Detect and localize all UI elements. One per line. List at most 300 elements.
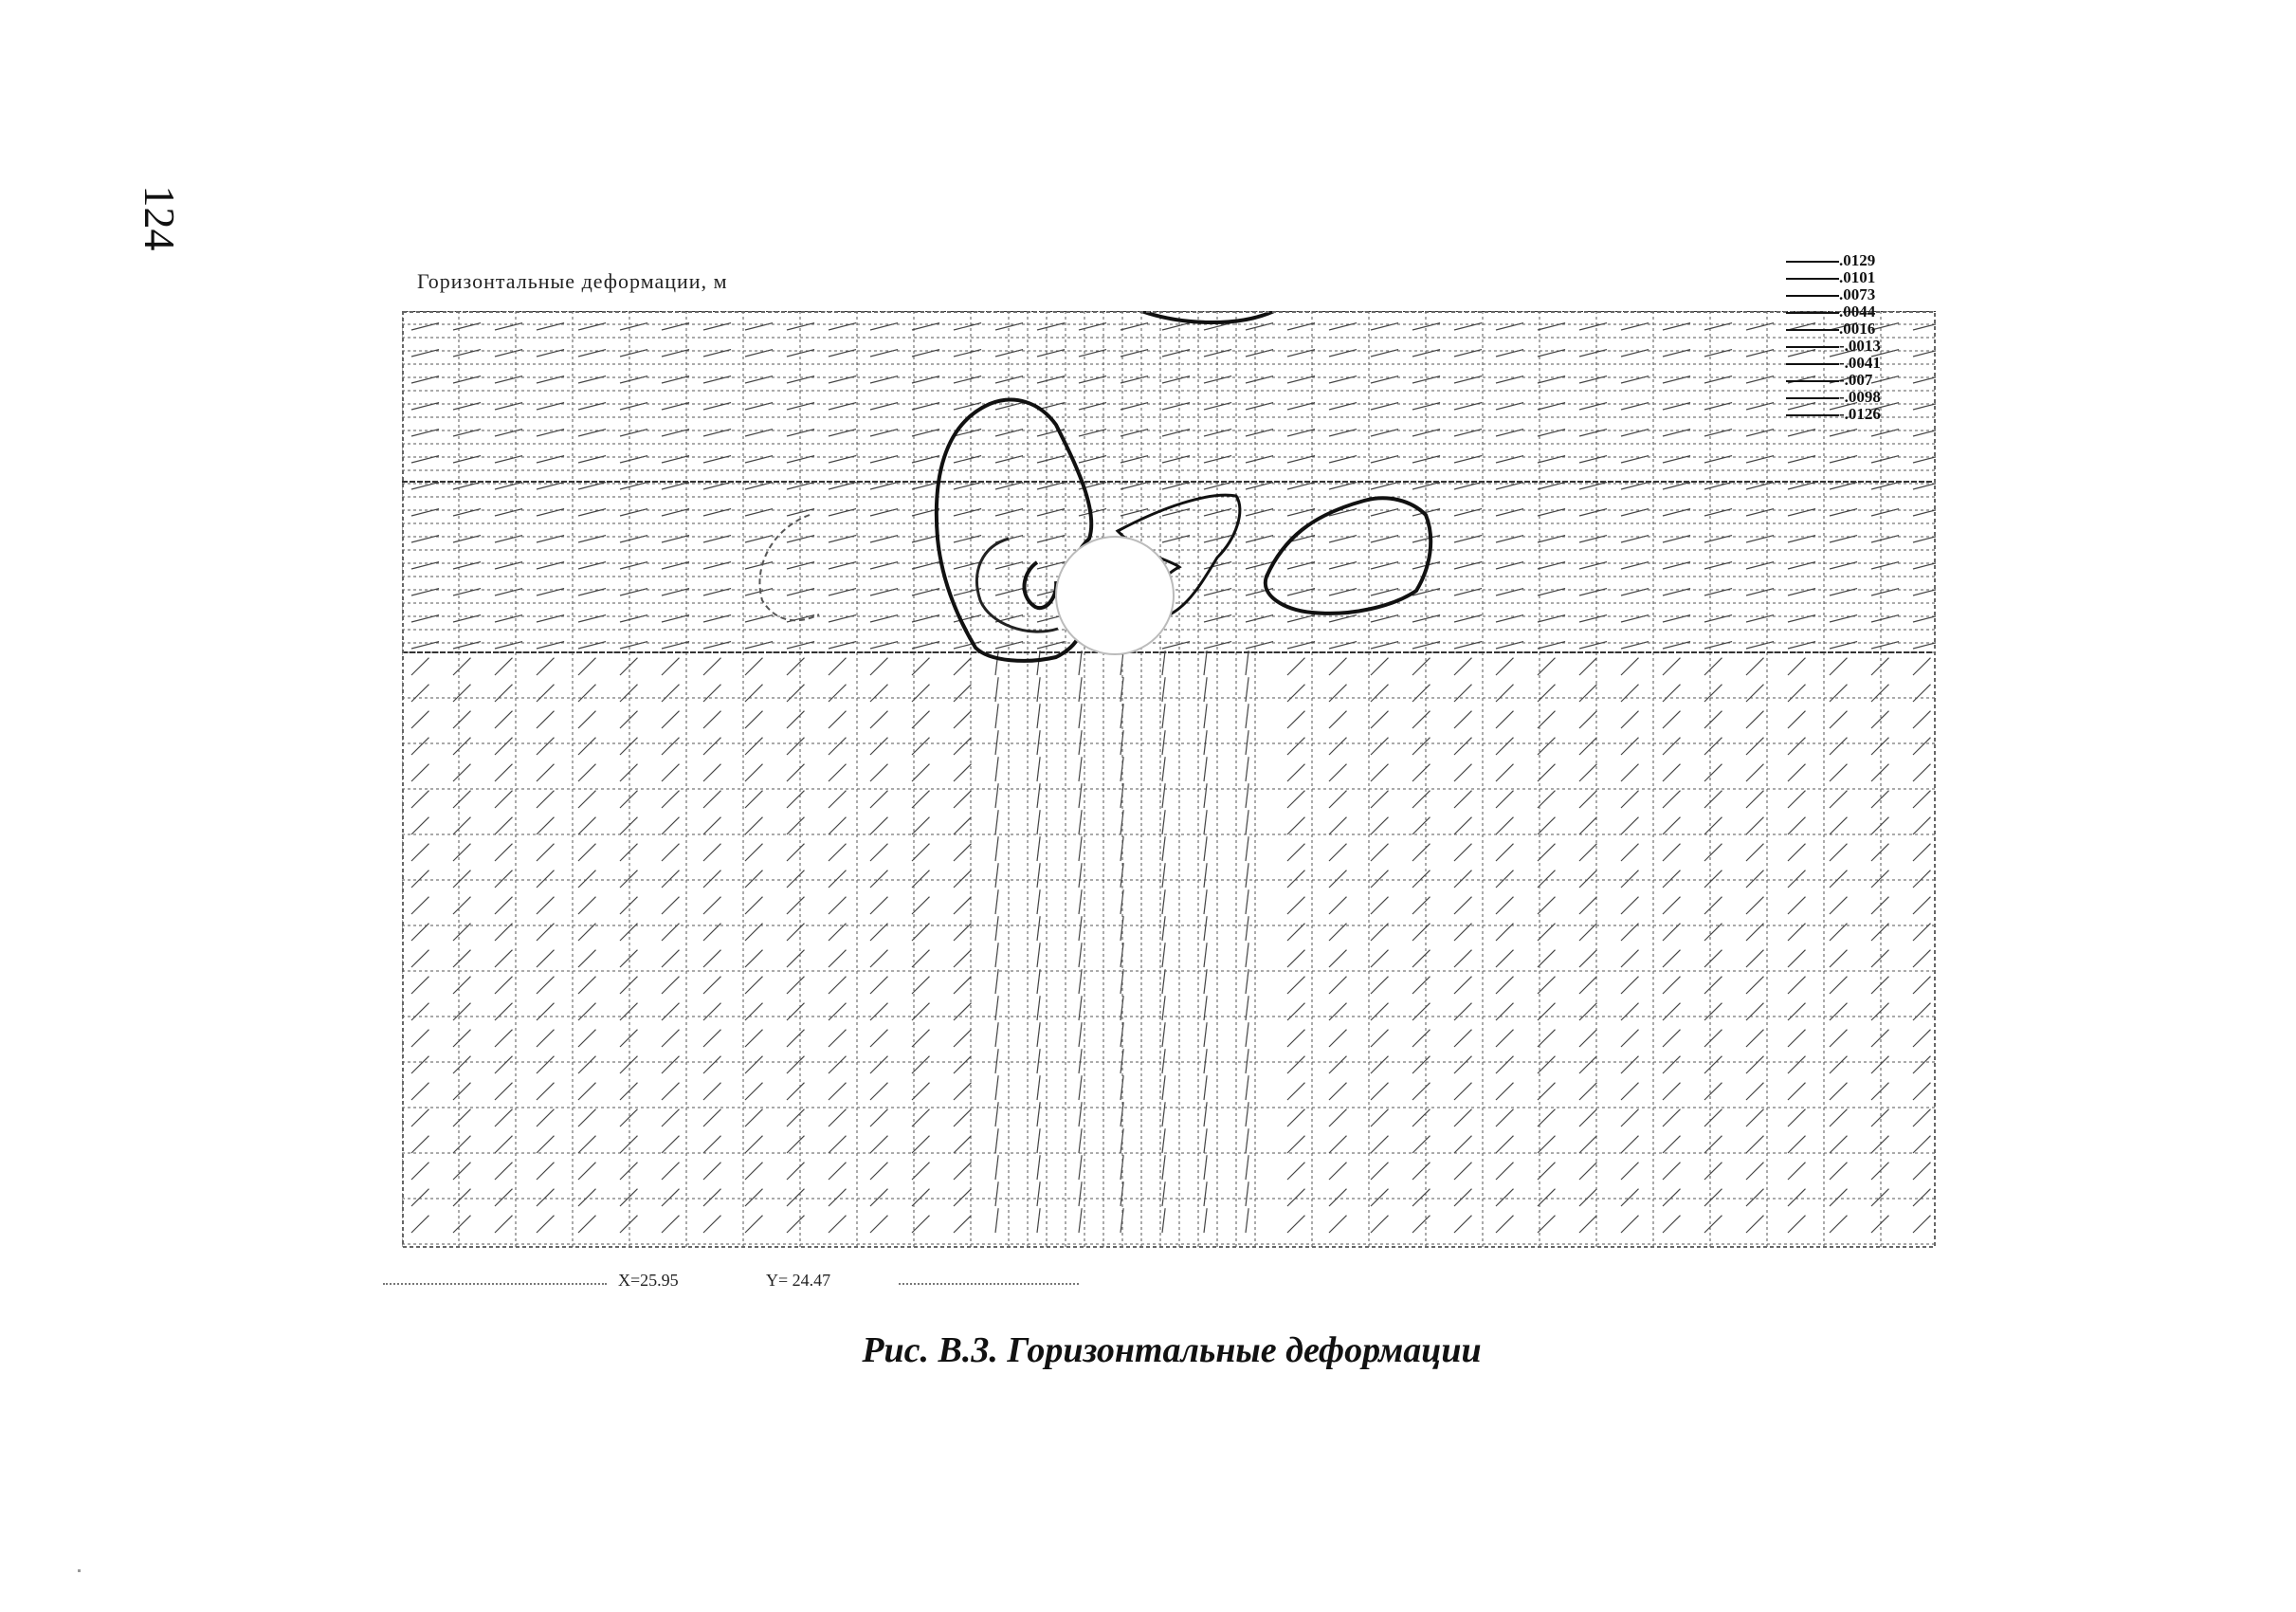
vector-arrow bbox=[1871, 1109, 1888, 1127]
vector-arrow bbox=[1079, 1128, 1082, 1153]
vector-arrow bbox=[1246, 1182, 1248, 1206]
x-coordinate: X=25.95 bbox=[618, 1271, 679, 1290]
vector-arrow bbox=[1913, 1056, 1930, 1073]
vector-arrow bbox=[620, 924, 637, 941]
vector-arrow bbox=[1037, 889, 1040, 914]
vector-arrow bbox=[1037, 836, 1040, 861]
vector-arrow bbox=[1704, 1109, 1722, 1127]
vector-arrow bbox=[1704, 738, 1722, 755]
vector-arrow bbox=[453, 950, 470, 967]
vector-arrow bbox=[1496, 658, 1513, 675]
vector-arrow bbox=[995, 969, 998, 994]
legend-swatch bbox=[1786, 261, 1839, 263]
vector-arrow bbox=[662, 1189, 679, 1206]
vector-arrow bbox=[411, 738, 428, 755]
vector-arrow bbox=[1287, 1030, 1304, 1047]
vector-arrow bbox=[1287, 658, 1304, 675]
vector-arrow bbox=[1037, 943, 1040, 967]
vector-arrow bbox=[1913, 977, 1930, 994]
vector-arrow bbox=[1496, 685, 1513, 702]
vector-arrow bbox=[1454, 685, 1471, 702]
vector-arrow bbox=[870, 791, 887, 808]
vector-arrow bbox=[662, 950, 679, 967]
vector-arrow bbox=[1830, 1030, 1847, 1047]
vector-arrow bbox=[453, 1136, 470, 1153]
vector-arrow bbox=[662, 738, 679, 755]
vector-arrow bbox=[620, 1216, 637, 1233]
vector-arrow bbox=[912, 1056, 929, 1073]
vector-arrow bbox=[1037, 1128, 1040, 1153]
vector-arrow bbox=[453, 764, 470, 781]
vector-arrow bbox=[578, 897, 595, 914]
vector-arrow bbox=[495, 924, 512, 941]
contour-legend bbox=[1786, 252, 1909, 461]
vector-arrow bbox=[1246, 650, 1248, 675]
vector-arrow bbox=[1079, 783, 1082, 808]
vector-arrow bbox=[1287, 764, 1304, 781]
vector-arrow bbox=[1913, 791, 1930, 808]
legend-item bbox=[1786, 372, 1909, 387]
vector-arrow bbox=[453, 791, 470, 808]
vector-arrow bbox=[1412, 870, 1430, 888]
vector-arrow bbox=[829, 1083, 846, 1100]
opening-circle bbox=[1056, 537, 1174, 654]
vector-arrow bbox=[1496, 764, 1513, 781]
vector-arrow bbox=[1162, 1022, 1165, 1047]
vector-arrow bbox=[1079, 730, 1082, 755]
vector-arrow bbox=[870, 738, 887, 755]
vector-arrow bbox=[495, 711, 512, 728]
vector-arrow bbox=[1579, 1030, 1596, 1047]
page-number: 124 bbox=[136, 185, 184, 251]
vector-arrow bbox=[1913, 1003, 1930, 1020]
vector-arrow bbox=[662, 1163, 679, 1180]
vector-arrow bbox=[537, 1083, 554, 1100]
vector-arrow bbox=[1412, 791, 1430, 808]
vector-arrow bbox=[1496, 1083, 1513, 1100]
vector-arrow bbox=[1079, 1102, 1082, 1127]
vector-arrow bbox=[411, 977, 428, 994]
vector-arrow bbox=[1412, 1109, 1430, 1127]
vector-arrow bbox=[1037, 863, 1040, 888]
vector-arrow bbox=[620, 1163, 637, 1180]
vector-arrow bbox=[495, 870, 512, 888]
vector-arrow bbox=[995, 730, 998, 755]
vector-arrow bbox=[578, 1216, 595, 1233]
vector-arrow bbox=[620, 1109, 637, 1127]
vector-arrow bbox=[1371, 844, 1388, 861]
vector-arrow bbox=[787, 685, 804, 702]
vector-arrow bbox=[453, 1189, 470, 1206]
vector-arrow bbox=[1412, 685, 1430, 702]
vector-arrow bbox=[703, 870, 720, 888]
vector-arrow bbox=[703, 844, 720, 861]
vector-arrow bbox=[829, 844, 846, 861]
vector-arrow bbox=[1246, 943, 1248, 967]
vector-arrow bbox=[1830, 685, 1847, 702]
vector-arrow bbox=[703, 791, 720, 808]
vector-arrow bbox=[912, 1216, 929, 1233]
vector-arrow bbox=[578, 1003, 595, 1020]
vector-arrow bbox=[1621, 1216, 1638, 1233]
vector-arrow bbox=[662, 685, 679, 702]
vector-arrow bbox=[411, 950, 428, 967]
vector-arrow bbox=[1329, 1083, 1346, 1100]
vector-arrow bbox=[1871, 738, 1888, 755]
vector-arrow bbox=[703, 817, 720, 834]
vector-arrow bbox=[1371, 950, 1388, 967]
vector-arrow bbox=[537, 711, 554, 728]
vector-arrow bbox=[1412, 844, 1430, 861]
vector-arrow bbox=[954, 977, 971, 994]
vector-arrow bbox=[1329, 1189, 1346, 1206]
vector-arrow bbox=[1830, 1083, 1847, 1100]
vector-arrow bbox=[1746, 844, 1763, 861]
vector-arrow bbox=[1788, 1163, 1805, 1180]
vector-arrow bbox=[1496, 1030, 1513, 1047]
scan-speck bbox=[78, 1569, 81, 1572]
vector-arrow bbox=[411, 1030, 428, 1047]
vector-arrow bbox=[1746, 977, 1763, 994]
vector-arrow bbox=[1746, 738, 1763, 755]
vector-arrow bbox=[1788, 817, 1805, 834]
vector-arrow bbox=[954, 897, 971, 914]
vector-arrow bbox=[1913, 870, 1930, 888]
vector-arrow bbox=[1830, 897, 1847, 914]
vector-arrow bbox=[703, 711, 720, 728]
vector-arrow bbox=[453, 685, 470, 702]
vector-arrow bbox=[1162, 1155, 1165, 1180]
vector-arrow bbox=[1246, 836, 1248, 861]
vector-arrow bbox=[912, 870, 929, 888]
vector-arrow bbox=[703, 1136, 720, 1153]
vector-arrow bbox=[1579, 711, 1596, 728]
legend-item bbox=[1786, 252, 1909, 267]
vector-arrow bbox=[870, 897, 887, 914]
vector-arrow bbox=[870, 658, 887, 675]
vector-arrow bbox=[1037, 1155, 1040, 1180]
vector-arrow bbox=[1830, 870, 1847, 888]
vector-arrow bbox=[662, 711, 679, 728]
deformation-plot[interactable] bbox=[402, 311, 1936, 1248]
vector-arrow bbox=[537, 1136, 554, 1153]
vector-arrow bbox=[1496, 1003, 1513, 1020]
vector-arrow bbox=[1704, 1136, 1722, 1153]
vector-arrow bbox=[1788, 1003, 1805, 1020]
vector-arrow bbox=[1871, 1216, 1888, 1233]
vector-arrow bbox=[829, 1136, 846, 1153]
vector-arrow bbox=[1704, 844, 1722, 861]
legend-item bbox=[1786, 389, 1909, 404]
vector-arrow bbox=[1329, 685, 1346, 702]
vector-arrow bbox=[1871, 897, 1888, 914]
vector-arrow bbox=[1204, 836, 1207, 861]
vector-arrow bbox=[1162, 863, 1165, 888]
vector-arrow bbox=[662, 1083, 679, 1100]
vector-arrow bbox=[745, 1003, 762, 1020]
vector-arrow bbox=[1788, 1083, 1805, 1100]
vector-arrow bbox=[954, 950, 971, 967]
vector-arrow bbox=[1621, 817, 1638, 834]
legend-swatch bbox=[1786, 363, 1839, 365]
vector-arrow bbox=[703, 1056, 720, 1073]
vector-arrow bbox=[537, 1216, 554, 1233]
vector-arrow bbox=[745, 1056, 762, 1073]
vector-arrow bbox=[662, 870, 679, 888]
vector-arrow bbox=[1371, 764, 1388, 781]
vector-arrow bbox=[1371, 791, 1388, 808]
vector-arrow bbox=[1830, 1163, 1847, 1180]
vector-arrow bbox=[1913, 1030, 1930, 1047]
vector-arrow bbox=[1788, 870, 1805, 888]
vector-arrow bbox=[912, 1163, 929, 1180]
vector-arrow bbox=[829, 1189, 846, 1206]
vector-arrow bbox=[1454, 1216, 1471, 1233]
vector-arrow bbox=[1246, 996, 1248, 1020]
vector-arrow bbox=[1746, 1003, 1763, 1020]
vector-arrow bbox=[662, 1216, 679, 1233]
vector-arrow bbox=[1704, 977, 1722, 994]
vector-arrow bbox=[453, 1030, 470, 1047]
vector-arrow bbox=[1329, 764, 1346, 781]
vector-arrow bbox=[578, 685, 595, 702]
vector-arrow bbox=[537, 658, 554, 675]
vector-arrow bbox=[537, 977, 554, 994]
vector-arrow bbox=[995, 677, 998, 702]
vector-arrow bbox=[1371, 897, 1388, 914]
vector-arrow bbox=[1788, 1136, 1805, 1153]
vector-arrow bbox=[1454, 817, 1471, 834]
vector-arrow bbox=[1079, 810, 1082, 834]
vector-arrow bbox=[1788, 764, 1805, 781]
vector-arrow bbox=[1204, 916, 1207, 941]
vector-arrow bbox=[411, 658, 428, 675]
vector-arrow bbox=[1162, 704, 1165, 728]
vector-arrow bbox=[662, 1136, 679, 1153]
vector-arrow bbox=[1788, 1216, 1805, 1233]
vector-arrow bbox=[995, 810, 998, 834]
vector-arrow bbox=[411, 870, 428, 888]
vector-arrow bbox=[620, 1136, 637, 1153]
vector-arrow bbox=[1204, 1049, 1207, 1073]
legend-label: -.007 bbox=[1839, 371, 1873, 389]
vector-arrow bbox=[1287, 950, 1304, 967]
vector-arrow bbox=[912, 1109, 929, 1127]
vector-arrow bbox=[1079, 969, 1082, 994]
vector-arrow bbox=[703, 897, 720, 914]
vector-arrow bbox=[1079, 757, 1082, 781]
vector-arrow bbox=[1704, 950, 1722, 967]
vector-arrow bbox=[787, 1056, 804, 1073]
vector-arrow bbox=[995, 1128, 998, 1153]
vector-arrow bbox=[1079, 650, 1082, 675]
vector-arrow bbox=[662, 791, 679, 808]
vector-arrow bbox=[537, 817, 554, 834]
vector-arrow bbox=[912, 1083, 929, 1100]
vector-arrow bbox=[1204, 1022, 1207, 1047]
vector-arrow bbox=[453, 870, 470, 888]
vector-arrow bbox=[1246, 916, 1248, 941]
legend-label: .0101 bbox=[1839, 268, 1876, 286]
vector-arrow bbox=[1913, 844, 1930, 861]
vector-arrow bbox=[829, 950, 846, 967]
vector-arrow bbox=[1621, 1030, 1638, 1047]
vector-arrow bbox=[1538, 791, 1555, 808]
vector-arrow bbox=[995, 1182, 998, 1206]
vector-arrow bbox=[1621, 924, 1638, 941]
vector-arrow bbox=[453, 711, 470, 728]
vector-arrow bbox=[1579, 658, 1596, 675]
vector-arrow bbox=[453, 1109, 470, 1127]
vector-arrow bbox=[1788, 658, 1805, 675]
vector-arrow bbox=[1287, 817, 1304, 834]
vector-arrow bbox=[1746, 764, 1763, 781]
vector-arrow bbox=[578, 1030, 595, 1047]
vector-arrow bbox=[1788, 1109, 1805, 1127]
vector-arrow bbox=[1913, 1136, 1930, 1153]
vector-arrow bbox=[829, 1030, 846, 1047]
vector-arrow bbox=[954, 1189, 971, 1206]
vector-arrow bbox=[870, 844, 887, 861]
vector-arrow bbox=[1538, 817, 1555, 834]
vector-arrow bbox=[1371, 685, 1388, 702]
vector-arrow bbox=[787, 950, 804, 967]
vector-arrow bbox=[1287, 1109, 1304, 1127]
vector-arrow bbox=[1496, 1189, 1513, 1206]
vector-arrow bbox=[870, 1216, 887, 1233]
vector-arrow bbox=[954, 1163, 971, 1180]
vector-arrow bbox=[995, 757, 998, 781]
vector-arrow bbox=[620, 977, 637, 994]
vector-arrow bbox=[1496, 1136, 1513, 1153]
vector-arrow bbox=[745, 950, 762, 967]
vector-arrow bbox=[1704, 1056, 1722, 1073]
vector-arrow bbox=[1663, 1163, 1680, 1180]
deformation-plot-canvas[interactable] bbox=[402, 311, 1936, 1248]
vector-arrow bbox=[995, 1049, 998, 1073]
vector-arrow bbox=[1287, 897, 1304, 914]
vector-arrow bbox=[1287, 870, 1304, 888]
vector-arrow bbox=[995, 996, 998, 1020]
vector-arrow bbox=[1913, 711, 1930, 728]
vector-arrow bbox=[1704, 791, 1722, 808]
vector-arrow bbox=[1621, 1109, 1638, 1127]
vector-arrow bbox=[745, 1163, 762, 1180]
vector-arrow bbox=[1830, 1056, 1847, 1073]
vector-arrow bbox=[703, 685, 720, 702]
vector-arrow bbox=[537, 844, 554, 861]
vector-arrow bbox=[1871, 1003, 1888, 1020]
vector-arrow bbox=[1496, 1216, 1513, 1233]
vector-arrow bbox=[1371, 1136, 1388, 1153]
vector-arrow bbox=[1621, 711, 1638, 728]
vector-arrow bbox=[662, 817, 679, 834]
vector-arrow bbox=[537, 1030, 554, 1047]
vector-arrow bbox=[1704, 1083, 1722, 1100]
vector-arrow bbox=[745, 1083, 762, 1100]
vector-arrow bbox=[703, 1109, 720, 1127]
vector-arrow bbox=[537, 950, 554, 967]
legend-swatch bbox=[1786, 346, 1839, 348]
vector-arrow bbox=[1496, 1163, 1513, 1180]
vector-arrow bbox=[912, 711, 929, 728]
vector-arrow bbox=[1162, 943, 1165, 967]
vector-arrow bbox=[870, 870, 887, 888]
vector-arrow bbox=[1830, 977, 1847, 994]
vector-arrow bbox=[829, 977, 846, 994]
vector-arrow bbox=[829, 791, 846, 808]
vector-arrow bbox=[662, 897, 679, 914]
vector-arrow bbox=[1663, 1189, 1680, 1206]
vector-arrow bbox=[1621, 977, 1638, 994]
vector-arrow bbox=[1079, 1022, 1082, 1047]
vector-arrow bbox=[1788, 977, 1805, 994]
vector-arrow bbox=[1246, 1049, 1248, 1073]
vector-arrow bbox=[495, 658, 512, 675]
vector-arrow bbox=[1663, 738, 1680, 755]
plot-border bbox=[403, 312, 1935, 1247]
vector-arrow bbox=[1371, 817, 1388, 834]
vector-arrow bbox=[453, 897, 470, 914]
contour-left-faint bbox=[759, 515, 819, 620]
vector-arrow bbox=[1246, 810, 1248, 834]
vector-arrow bbox=[1788, 791, 1805, 808]
legend-swatch bbox=[1786, 312, 1839, 314]
vector-arrow bbox=[1746, 1056, 1763, 1073]
vector-arrow bbox=[537, 1003, 554, 1020]
vector-arrow bbox=[1037, 757, 1040, 781]
vector-arrow bbox=[1204, 1128, 1207, 1153]
vector-arrow bbox=[1204, 1102, 1207, 1127]
vector-arrow bbox=[1704, 685, 1722, 702]
vector-arrow bbox=[703, 1083, 720, 1100]
vector-arrow bbox=[1371, 870, 1388, 888]
vector-arrow bbox=[1579, 897, 1596, 914]
vector-arrow bbox=[1412, 1083, 1430, 1100]
legend-label: .0044 bbox=[1839, 302, 1876, 321]
vector-arrow bbox=[870, 764, 887, 781]
vector-arrow bbox=[1371, 658, 1388, 675]
vector-arrow bbox=[1079, 889, 1082, 914]
vector-arrow bbox=[1746, 924, 1763, 941]
vector-arrow bbox=[1538, 1189, 1555, 1206]
vector-arrow bbox=[1538, 1030, 1555, 1047]
vector-arrow bbox=[912, 685, 929, 702]
vector-arrow bbox=[1579, 1163, 1596, 1180]
legend-swatch bbox=[1786, 414, 1839, 416]
vector-arrow bbox=[745, 685, 762, 702]
vector-arrow bbox=[537, 1163, 554, 1180]
vector-arrow bbox=[1204, 810, 1207, 834]
vector-arrow bbox=[1913, 1216, 1930, 1233]
vector-arrow bbox=[703, 977, 720, 994]
vector-arrow bbox=[995, 863, 998, 888]
vector-arrow bbox=[1621, 1003, 1638, 1020]
vector-arrow bbox=[1663, 1003, 1680, 1020]
vector-arrow bbox=[495, 1136, 512, 1153]
vector-arrow bbox=[1871, 791, 1888, 808]
vector-arrow bbox=[1579, 1136, 1596, 1153]
vector-arrow bbox=[495, 1056, 512, 1073]
vector-arrow bbox=[1663, 977, 1680, 994]
legend-item bbox=[1786, 303, 1909, 319]
vector-arrow bbox=[1496, 738, 1513, 755]
vector-arrow bbox=[1037, 1102, 1040, 1127]
vector-arrow bbox=[829, 1003, 846, 1020]
vector-arrow bbox=[995, 783, 998, 808]
dotted-divider bbox=[383, 1283, 607, 1285]
vector-arrow bbox=[1746, 658, 1763, 675]
